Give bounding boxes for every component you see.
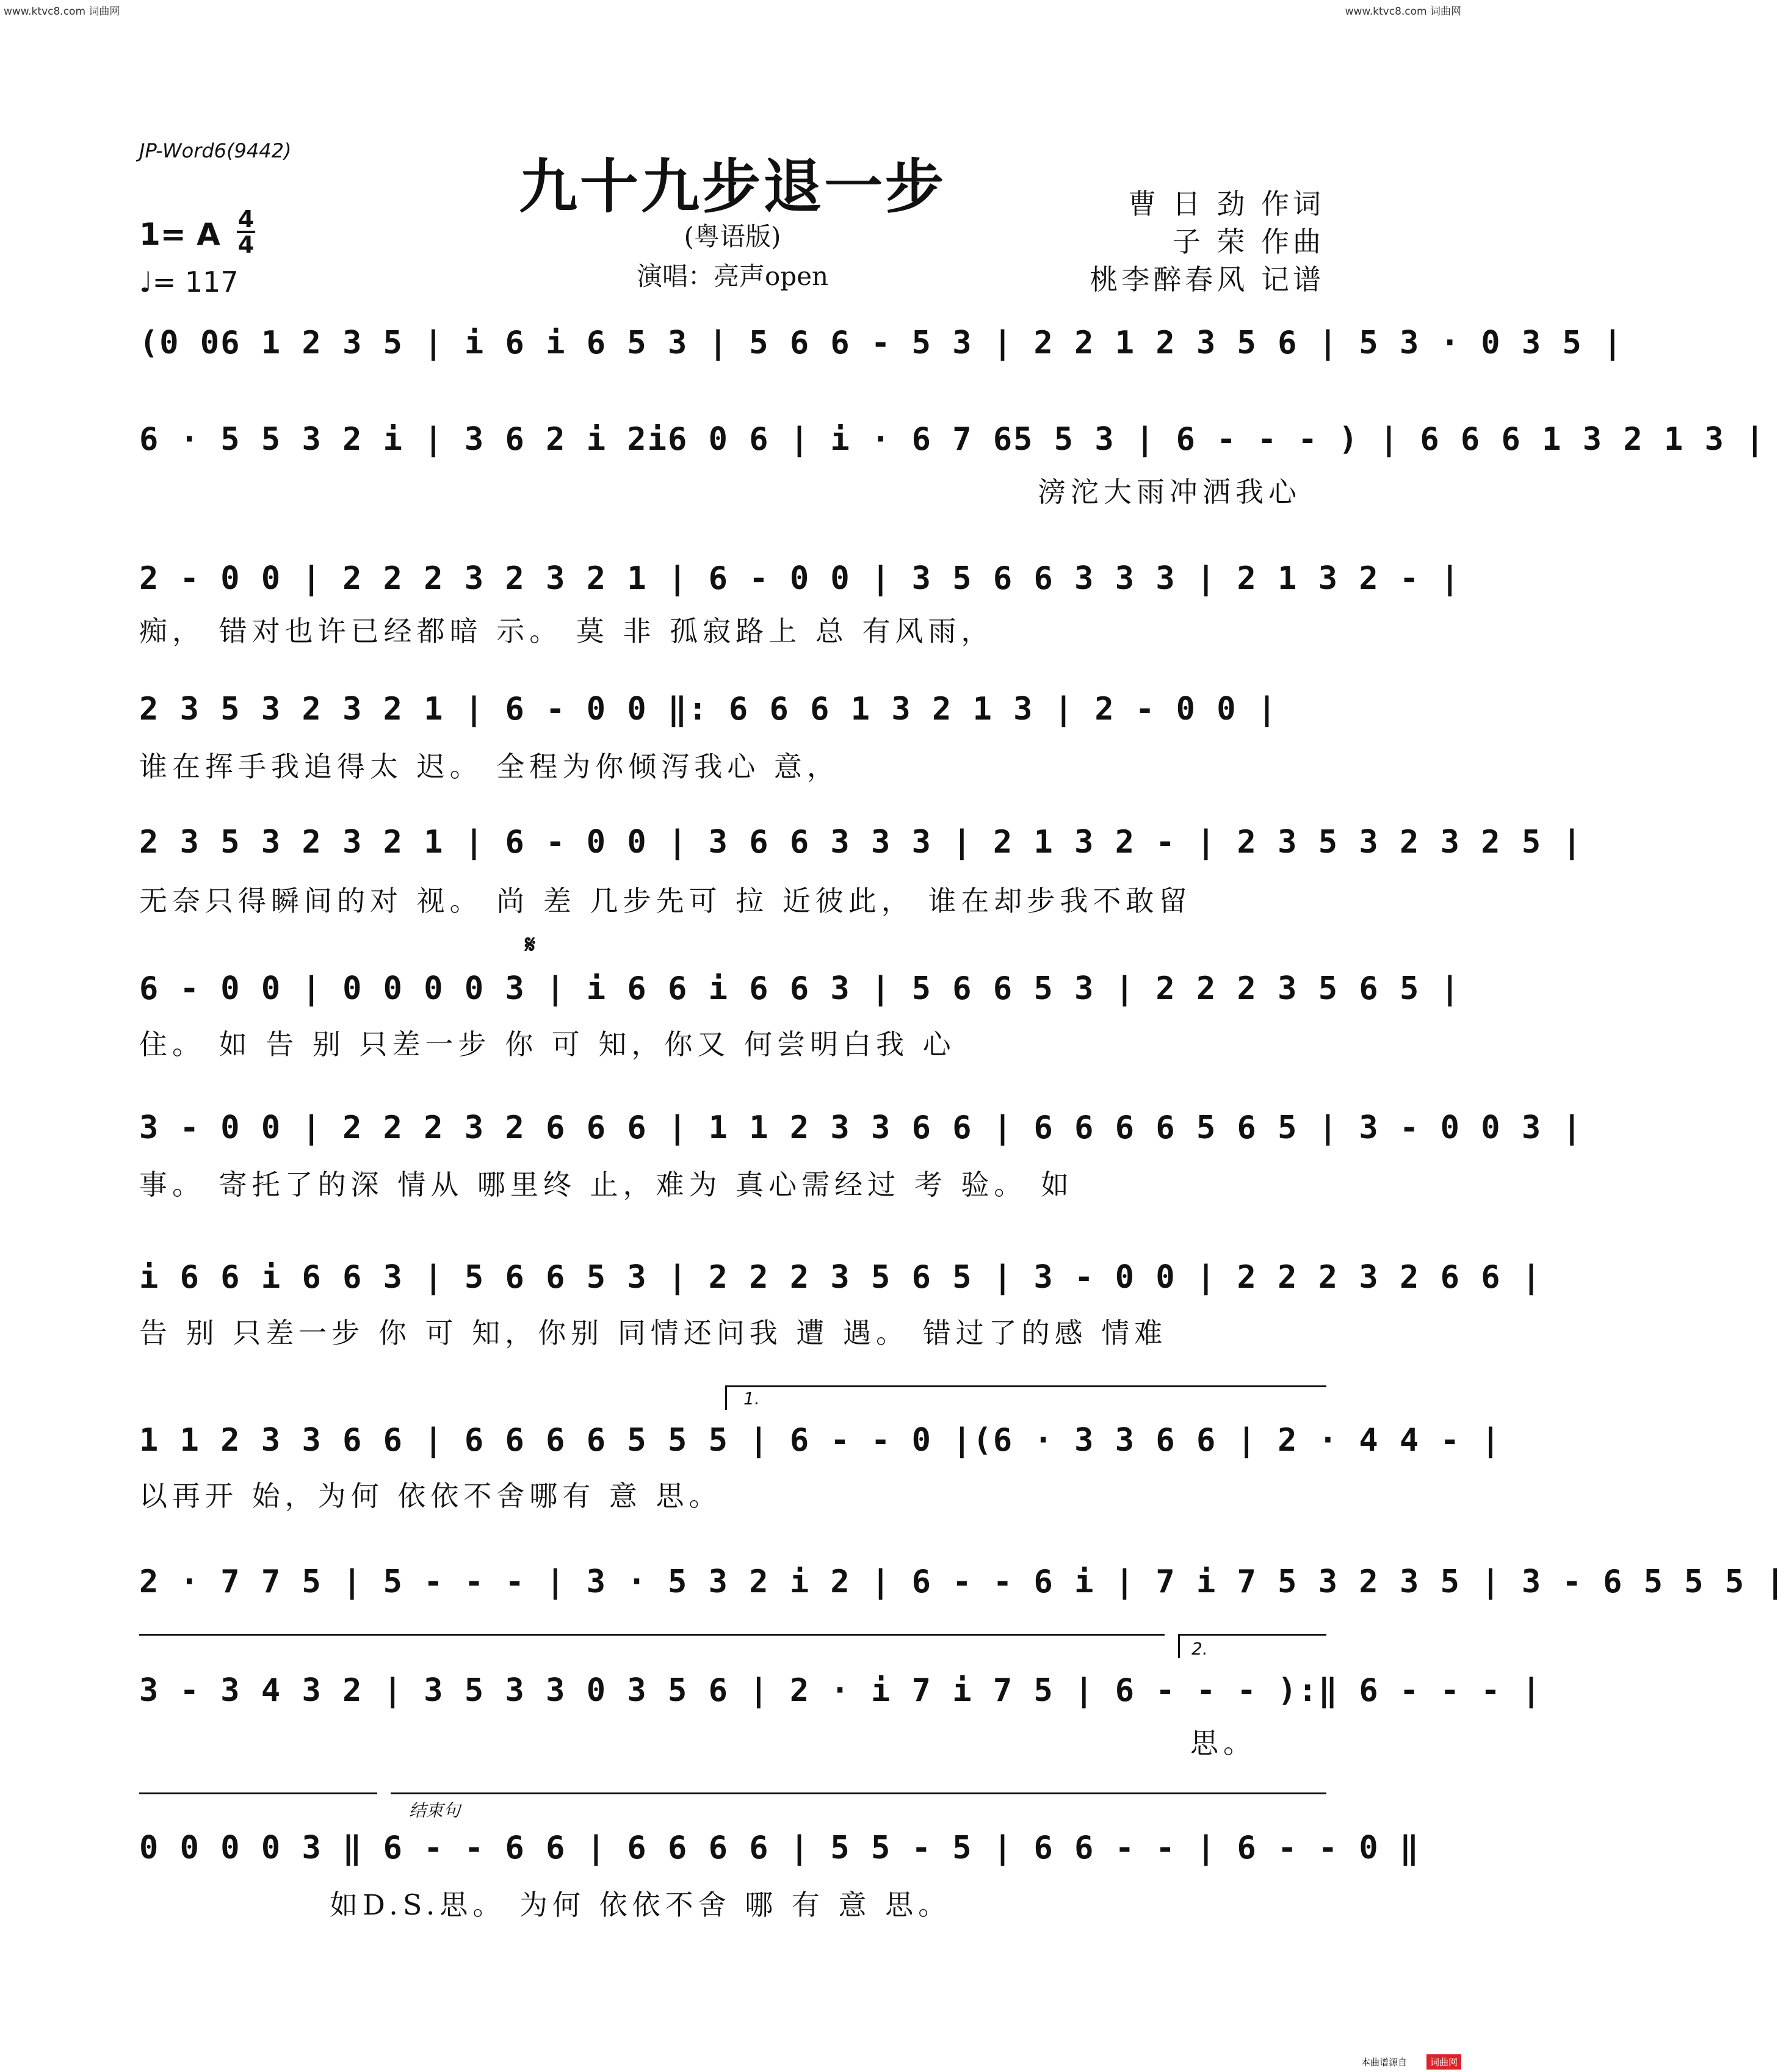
score-line-7: 3 - 0 0 | 2 2 2 3 2 6 6 6 | 1 1 2 3 3 6 6 | 6 6 6 6 5 6 5 | 3 - 0 0 3 | <box>139 1110 1583 1146</box>
score-line-6: 6 - 0 0 | 0 0 0 0 3 | i 6 6 i 6 6 3 | 5 6 6 5 3 | 2 2 2 3 5 6 5 | <box>139 970 1461 1007</box>
ending-bracket-left <box>139 1792 377 1794</box>
score-line-3: 2 - 0 0 | 2 2 2 3 2 3 2 1 | 6 - 0 0 | 3 5 6 6 3 3 3 | 2 1 3 2 - | <box>139 560 1461 597</box>
score-line-8: i 6 6 i 6 6 3 | 5 6 6 5 3 | 2 2 2 3 5 6 5 | 3 - 0 0 | 2 2 2 3 2 6 6 | <box>139 1259 1542 1296</box>
song-title: 九十九步退一步 <box>519 152 946 221</box>
volta-continue-bracket <box>139 1634 1165 1636</box>
lyric-line-12: 如D.S.思。 为何 依依不舍 哪 有 意 思。 <box>330 1888 952 1921</box>
lyric-line-11: 思。 <box>1190 1727 1256 1760</box>
lyric-line-9: 以再开 始，为何 依依不舍哪有 意 思。 <box>139 1479 722 1512</box>
score-line-4: 2 3 5 3 2 3 2 1 | 6 - 0 0 ‖: 6 6 6 1 3 2 1 3 | 2 - 0 0 | <box>139 691 1278 727</box>
lyric-line-2: 滂沱大雨冲洒我心 <box>1038 475 1301 508</box>
lyric-line-6: 住。 如 告 别 只差一步 你 可 知，你又 何尝明白我 心 <box>139 1028 956 1061</box>
lyric-line-8: 告 别 只差一步 你 可 知，你别 同情还问我 遭 遇。 错过了的感 情难 <box>139 1316 1168 1349</box>
volta-1-label: 1. <box>743 1388 760 1409</box>
singer-credit: 演唱：亮声open <box>636 261 829 291</box>
composer-credit: 子 荣 作曲 <box>1172 225 1325 258</box>
top-left-url: www.ktvc8.com 词曲网 <box>4 5 120 18</box>
ending-label: 结束句 <box>409 1800 461 1821</box>
score-line-10: 2 · 7 7 5 | 5 - - - | 3 · 5 3 2 i 2 | 6 - - 6 i | 7 i 7 5 3 2 3 5 | 3 - 6 5 5 5 | <box>139 1564 1786 1600</box>
score-line-9: 1 1 2 3 3 6 6 | 6 6 6 6 5 5 5 | 6 - - 0 |(6 · 3 3 6 6 | 2 · 4 4 - | <box>139 1422 1502 1459</box>
time-signature <box>237 208 255 256</box>
lyric-line-5: 无奈只得瞬间的对 视。 尚 差 几步先可 拉 近彼此， 谁在却步我不敢留 <box>139 884 1192 917</box>
segno-sign: 𝄋 <box>525 931 536 959</box>
top-right-url: www.ktvc8.com 词曲网 <box>1345 5 1461 18</box>
tempo-marking: ♩= 117 <box>139 265 239 298</box>
footer-logo: 词曲网 <box>1426 2054 1461 2070</box>
volta-2-label: 2. <box>1191 1639 1208 1659</box>
score-line-1: (0 06 1 2 3 5 | i 6 i 6 5 3 | 5 6 6 - 5 3 | 2 2 1 2 3 5 6 | 5 3 · 0 3 5 | <box>139 325 1624 361</box>
time-sig-bottom: 4 <box>237 231 255 258</box>
volta-1-bracket-edge <box>725 1385 727 1410</box>
score-line-11: 3 - 3 4 3 2 | 3 5 3 3 0 3 5 6 | 2 · i 7 i 7 5 | 6 - - - ):‖ 6 - - - | <box>139 1672 1542 1709</box>
song-subtitle: (粤语版) <box>684 222 781 251</box>
lyricist-credit: 曹 日 劲 作词 <box>1128 187 1325 220</box>
time-sig-top: 4 <box>237 206 255 233</box>
lyric-line-4: 谁在挥手我追得太 迟。 全程为你倾泻我心 意， <box>139 750 840 783</box>
volta-1-bracket <box>725 1385 1326 1387</box>
score-line-2: 6 · 5 5 3 2 i | 3 6 2 i 2i6 0 6 | i · 6 7 65 5 3 | 6 - - - ) | 6 6 6 1 3 2 1 3 | <box>139 421 1766 458</box>
key-signature: 1= A <box>139 217 220 252</box>
ending-bracket <box>391 1792 1326 1794</box>
volta-2-bracket-edge <box>1178 1634 1180 1658</box>
score-line-5: 2 3 5 3 2 3 2 1 | 6 - 0 0 | 3 6 6 3 3 3 | 2 1 3 2 - | 2 3 5 3 2 3 2 5 | <box>139 824 1583 861</box>
footer-text: 本曲谱源自 <box>1361 2057 1407 2068</box>
transcriber-credit: 桃李醉春风 记谱 <box>1090 263 1325 296</box>
lyric-line-7: 事。 寄托了的深 情从 哪里终 止，难为 真心需经过 考 验。 如 <box>139 1168 1074 1201</box>
source-tag: JP-Word6(9442) <box>139 139 292 162</box>
lyric-line-3: 痴， 错对也许已经都暗 示。 莫 非 孤寂路上 总 有风雨， <box>139 615 994 648</box>
score-line-12: 0 0 0 0 3 ‖ 6 - - 6 6 | 6 6 6 6 | 5 5 - 5 | 6 6 - - | 6 - - 0 ‖ <box>139 1830 1420 1866</box>
volta-2-bracket <box>1178 1634 1326 1636</box>
